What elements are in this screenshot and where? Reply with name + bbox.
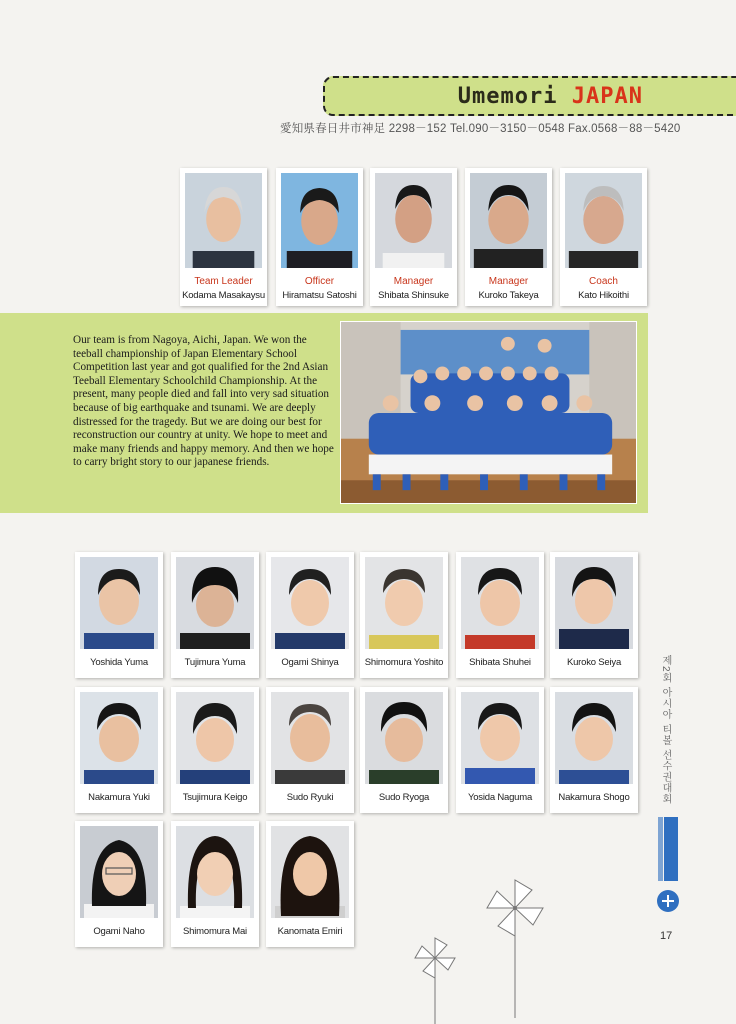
- player-name: Yosida Naguma: [467, 792, 533, 803]
- player-photo: [80, 692, 158, 784]
- player-photo: [461, 692, 539, 784]
- staff-card: [180, 168, 267, 306]
- staff-role: Manager: [393, 276, 434, 287]
- staff-name: Kodama Masakaysu: [182, 290, 265, 301]
- player-card: [550, 552, 638, 678]
- pinwheel-decoration-icon: [405, 930, 465, 1024]
- staff-photo: [470, 173, 547, 268]
- player-card: [456, 552, 544, 678]
- team-address: 愛知県春日井市神足 2298－152 Tel.090－3150－0548 Fax.0568－88－5420: [280, 123, 681, 135]
- player-card: [75, 552, 163, 678]
- player-card: [75, 687, 163, 813]
- staff-role: Coach: [589, 276, 618, 287]
- player-photo: [80, 557, 158, 649]
- staff-name: Kuroko Takeya: [478, 290, 539, 301]
- player-name: Tujimura Yuma: [184, 657, 246, 668]
- player-card: [266, 687, 354, 813]
- pinwheel-decoration-icon: [470, 868, 560, 1018]
- player-photo: [365, 692, 443, 784]
- player-card: [360, 687, 448, 813]
- player-photo: [365, 557, 443, 649]
- staff-role: Team Leader: [194, 276, 253, 287]
- page-number: 17: [660, 930, 673, 942]
- player-name: Nakamura Shogo: [558, 792, 630, 803]
- player-name: Yoshida Yuma: [90, 657, 148, 668]
- player-photo: [80, 826, 158, 918]
- player-card: [266, 821, 354, 947]
- player-name: Shimomura Mai: [183, 926, 247, 937]
- staff-photo: [281, 173, 358, 268]
- staff-name: Kato Hikoithi: [578, 290, 629, 301]
- player-photo: [271, 826, 349, 918]
- player-card: [360, 552, 448, 678]
- player-name: Sudo Ryoga: [378, 792, 430, 803]
- player-photo: [555, 557, 633, 649]
- staff-card: [465, 168, 552, 306]
- player-photo: [461, 557, 539, 649]
- player-name: Shimomura Yoshito: [364, 657, 444, 668]
- side-event-text: 제2회 아시아 티볼 선수권대회: [660, 655, 671, 805]
- association-logo-icon: [656, 815, 684, 915]
- staff-card: [276, 168, 363, 306]
- staff-photo: [185, 173, 262, 268]
- player-photo: [176, 692, 254, 784]
- player-name: Tsujimura Keigo: [182, 792, 248, 803]
- player-card: [171, 687, 259, 813]
- team-introduction: Our team is from Nagoya, Aichi, Japan. We won the teeball championship of Japan Elementary School Competition last year and got qualified for the 2nd Asian Teeball Elementary Schoolchild Championship. At the present, many people died and fall into very sad situation because of big earthquake and tsunami. We are deeply distressed for the tragedy. But we are doing our best for reconstruction our country at unity. We hope to meet and make many friends and happy memory. And then we hope to carry bright story to our japanese friends.: [73, 334, 334, 469]
- staff-name: Hiramatsu Satoshi: [282, 290, 357, 301]
- staff-card: [560, 168, 647, 306]
- team-group-photo: [340, 321, 637, 504]
- player-card: [456, 687, 544, 813]
- team-title: [458, 84, 643, 109]
- staff-card: [370, 168, 457, 306]
- team-header-banner: [323, 76, 736, 116]
- team-country: JAPAN: [571, 84, 643, 109]
- team-name: Umemori: [457, 84, 558, 109]
- player-photo: [271, 692, 349, 784]
- player-card: [75, 821, 163, 947]
- player-photo: [271, 557, 349, 649]
- player-name: Ogami Shinya: [281, 657, 339, 668]
- player-card: [550, 687, 638, 813]
- player-name: Nakamura Yuki: [88, 792, 150, 803]
- player-card: [266, 552, 354, 678]
- player-name: Sudo Ryuki: [286, 792, 334, 803]
- player-name: Ogami Naho: [93, 926, 145, 937]
- player-card: [171, 552, 259, 678]
- staff-role: Manager: [488, 276, 529, 287]
- player-photo: [555, 692, 633, 784]
- staff-role: Officer: [304, 276, 335, 287]
- staff-photo: [565, 173, 642, 268]
- staff-name: Shibata Shinsuke: [378, 290, 449, 301]
- staff-photo: [375, 173, 452, 268]
- player-name: Shibata Shuhei: [469, 657, 531, 668]
- player-card: [171, 821, 259, 947]
- player-photo: [176, 826, 254, 918]
- player-name: Kanomata Emiri: [277, 926, 343, 937]
- player-photo: [176, 557, 254, 649]
- player-name: Kuroko Seiya: [566, 657, 622, 668]
